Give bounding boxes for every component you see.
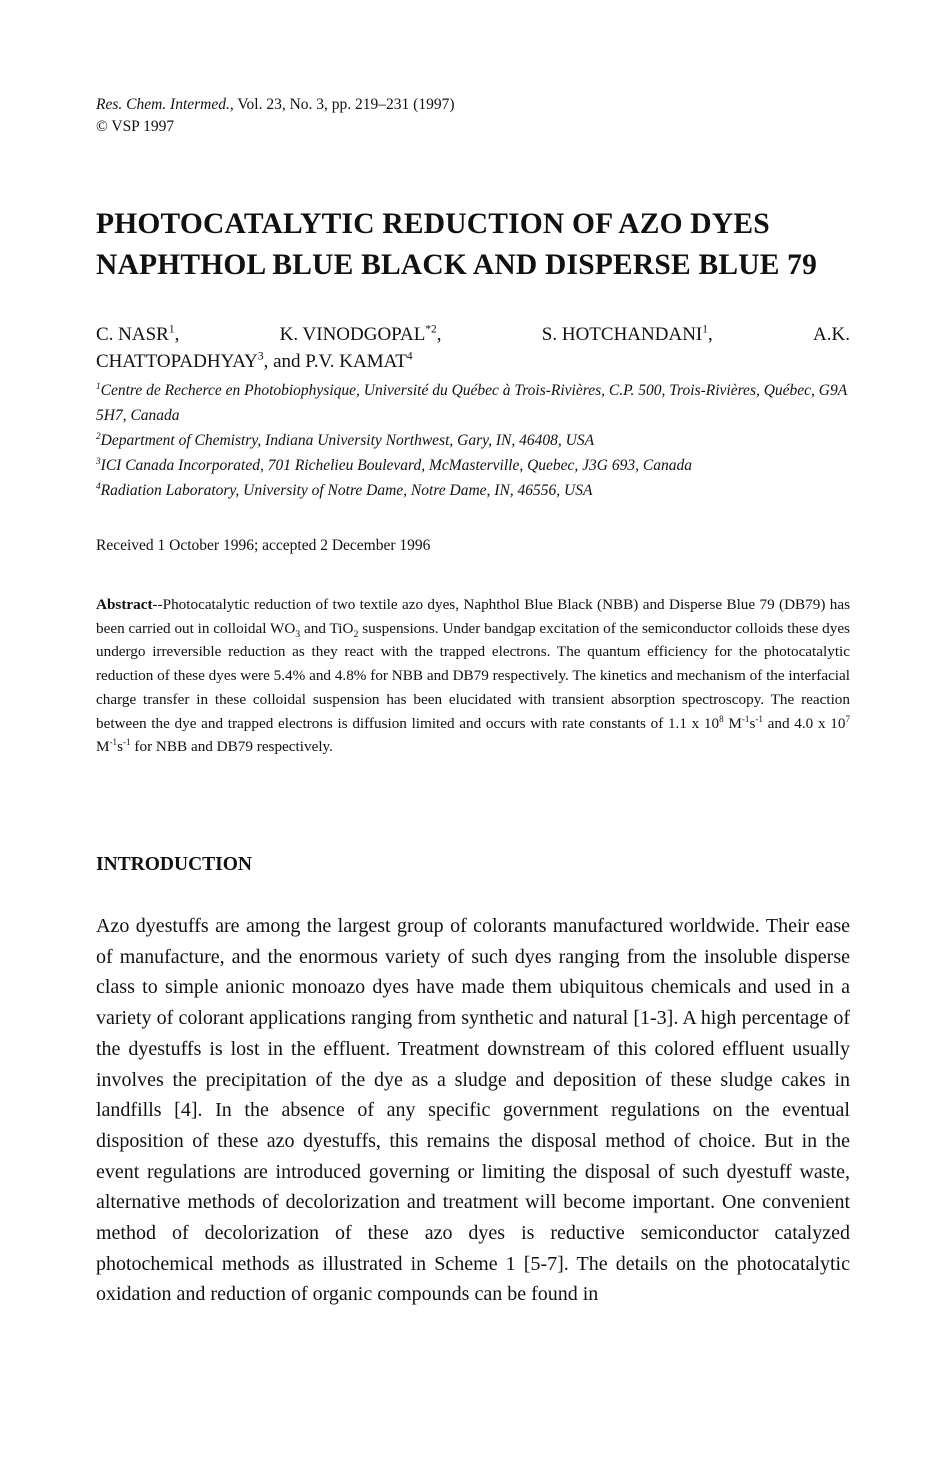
journal-name: Res. Chem. Intermed. bbox=[96, 96, 230, 113]
affiliation-item: $^3$ICI Canada Incorporated, 701 Richelieu Boulevard, McMasterville, Quebec, J3G 693, Canada bbox=[96, 456, 692, 474]
title-line-1: PHOTOCATALYTIC REDUCTION OF AZO DYES bbox=[96, 208, 770, 240]
title-line-2: NAPHTHOL BLUE BLACK AND DISPERSE BLUE 79 bbox=[96, 249, 818, 281]
affiliation-list bbox=[96, 378, 850, 503]
author: C. NASR$^1$, bbox=[96, 323, 180, 345]
abstract: Abstract--Photocatalytic reduction of two textile azo dyes, Naphthol Blue Black (NBB) and Disperse Blue 79 (DB79) has been carried out in colloidal $WO_3$ and TiO$_2$ suspensions. Under bandgap excitation of the semiconductor colloids these dyes undergo irreversible reduction as they react with the trapped electrons. The quantum efficiency for the photocatalytic reduction of these dyes were 5.4% and 4.8% for NBB and DB79 respectively. The kinetics and mechanism of the interfacial charge transfer in these colloidal suspension has been elucidated with transient absorption spectroscopy. The reaction between the dye and trapped electrons is diffusion limited and occurs with rate constants of 1.1 x $10^8$ $M^{-1}s^{-1}$ and 4.0 x $10^7$ $M^{-1}s^{-1}$ for NBB and DB79 respectively. bbox=[96, 596, 850, 756]
journal-copyright: © VSP 1997 bbox=[96, 118, 175, 135]
author: A.K. bbox=[813, 324, 850, 345]
journal-header bbox=[96, 94, 455, 138]
author-list bbox=[96, 321, 850, 375]
author: CHATTOPADHYAY$^3$, bbox=[96, 350, 269, 372]
affiliation-item: $^2$Department of Chemistry, Indiana University Northwest, Gary, IN, 46408, USA bbox=[96, 431, 595, 449]
affiliation-item: $^4$Radiation Laboratory, University of Notre Dame, Notre Dame, IN, 46556, USA bbox=[96, 481, 593, 499]
received-dates: Received 1 October 1996; accepted 2 December 1996 bbox=[96, 537, 431, 554]
author: and P.V. KAMAT$^4$ bbox=[273, 350, 413, 372]
affiliation-item: $^1$Centre de Recherce en Photobiophysique, Université du Québec à Trois-Rivières, C.P. 500, Trois-Rivières, Québec, G9A 5H7, Canada bbox=[96, 381, 847, 424]
paper-title bbox=[96, 204, 850, 286]
journal-citation bbox=[96, 94, 455, 116]
author: K. VINODGOPAL$^{*2}$, bbox=[279, 323, 442, 345]
introduction-body: Azo dyestuffs are among the largest group of colorants manufactured worldwide. Their ease of manufacture, and the enormous variety of such dyes ranging from the insoluble disperse class to simple anionic monoazo dyes have made them ubiquitous chemicals and used in a variety of colorant applications ranging from synthetic and natural [1-3]. A high percentage of the dyestuffs is lost in the effluent. Treatment downstream of this colored effluent usually involves the precipitation of the dye as a sludge and deposition of these sludge cakes in landfills [4]. In the absence of any specific government regulations on the eventual disposition of these azo dyestuffs, this remains the disposal method of choice. But in the event regulations are introduced governing or limiting the disposal of such dyestuff waste, alternative methods of decolorization and treatment will become important. One convenient method of decolorization of these azo dyes is reductive semiconductor catalyzed photochemical methods as illustrated in Scheme 1 [5-7]. The details on the photocatalytic oxidation and reduction of organic compounds can be found in bbox=[96, 915, 850, 1306]
abstract-label: Abstract bbox=[96, 596, 153, 613]
author: S. HOTCHANDANI$^1$, bbox=[541, 323, 713, 345]
journal-volume: , Vol. 23, No. 3, pp. 219–231 (1997) bbox=[229, 96, 455, 113]
section-heading-introduction: INTRODUCTION bbox=[96, 854, 253, 875]
